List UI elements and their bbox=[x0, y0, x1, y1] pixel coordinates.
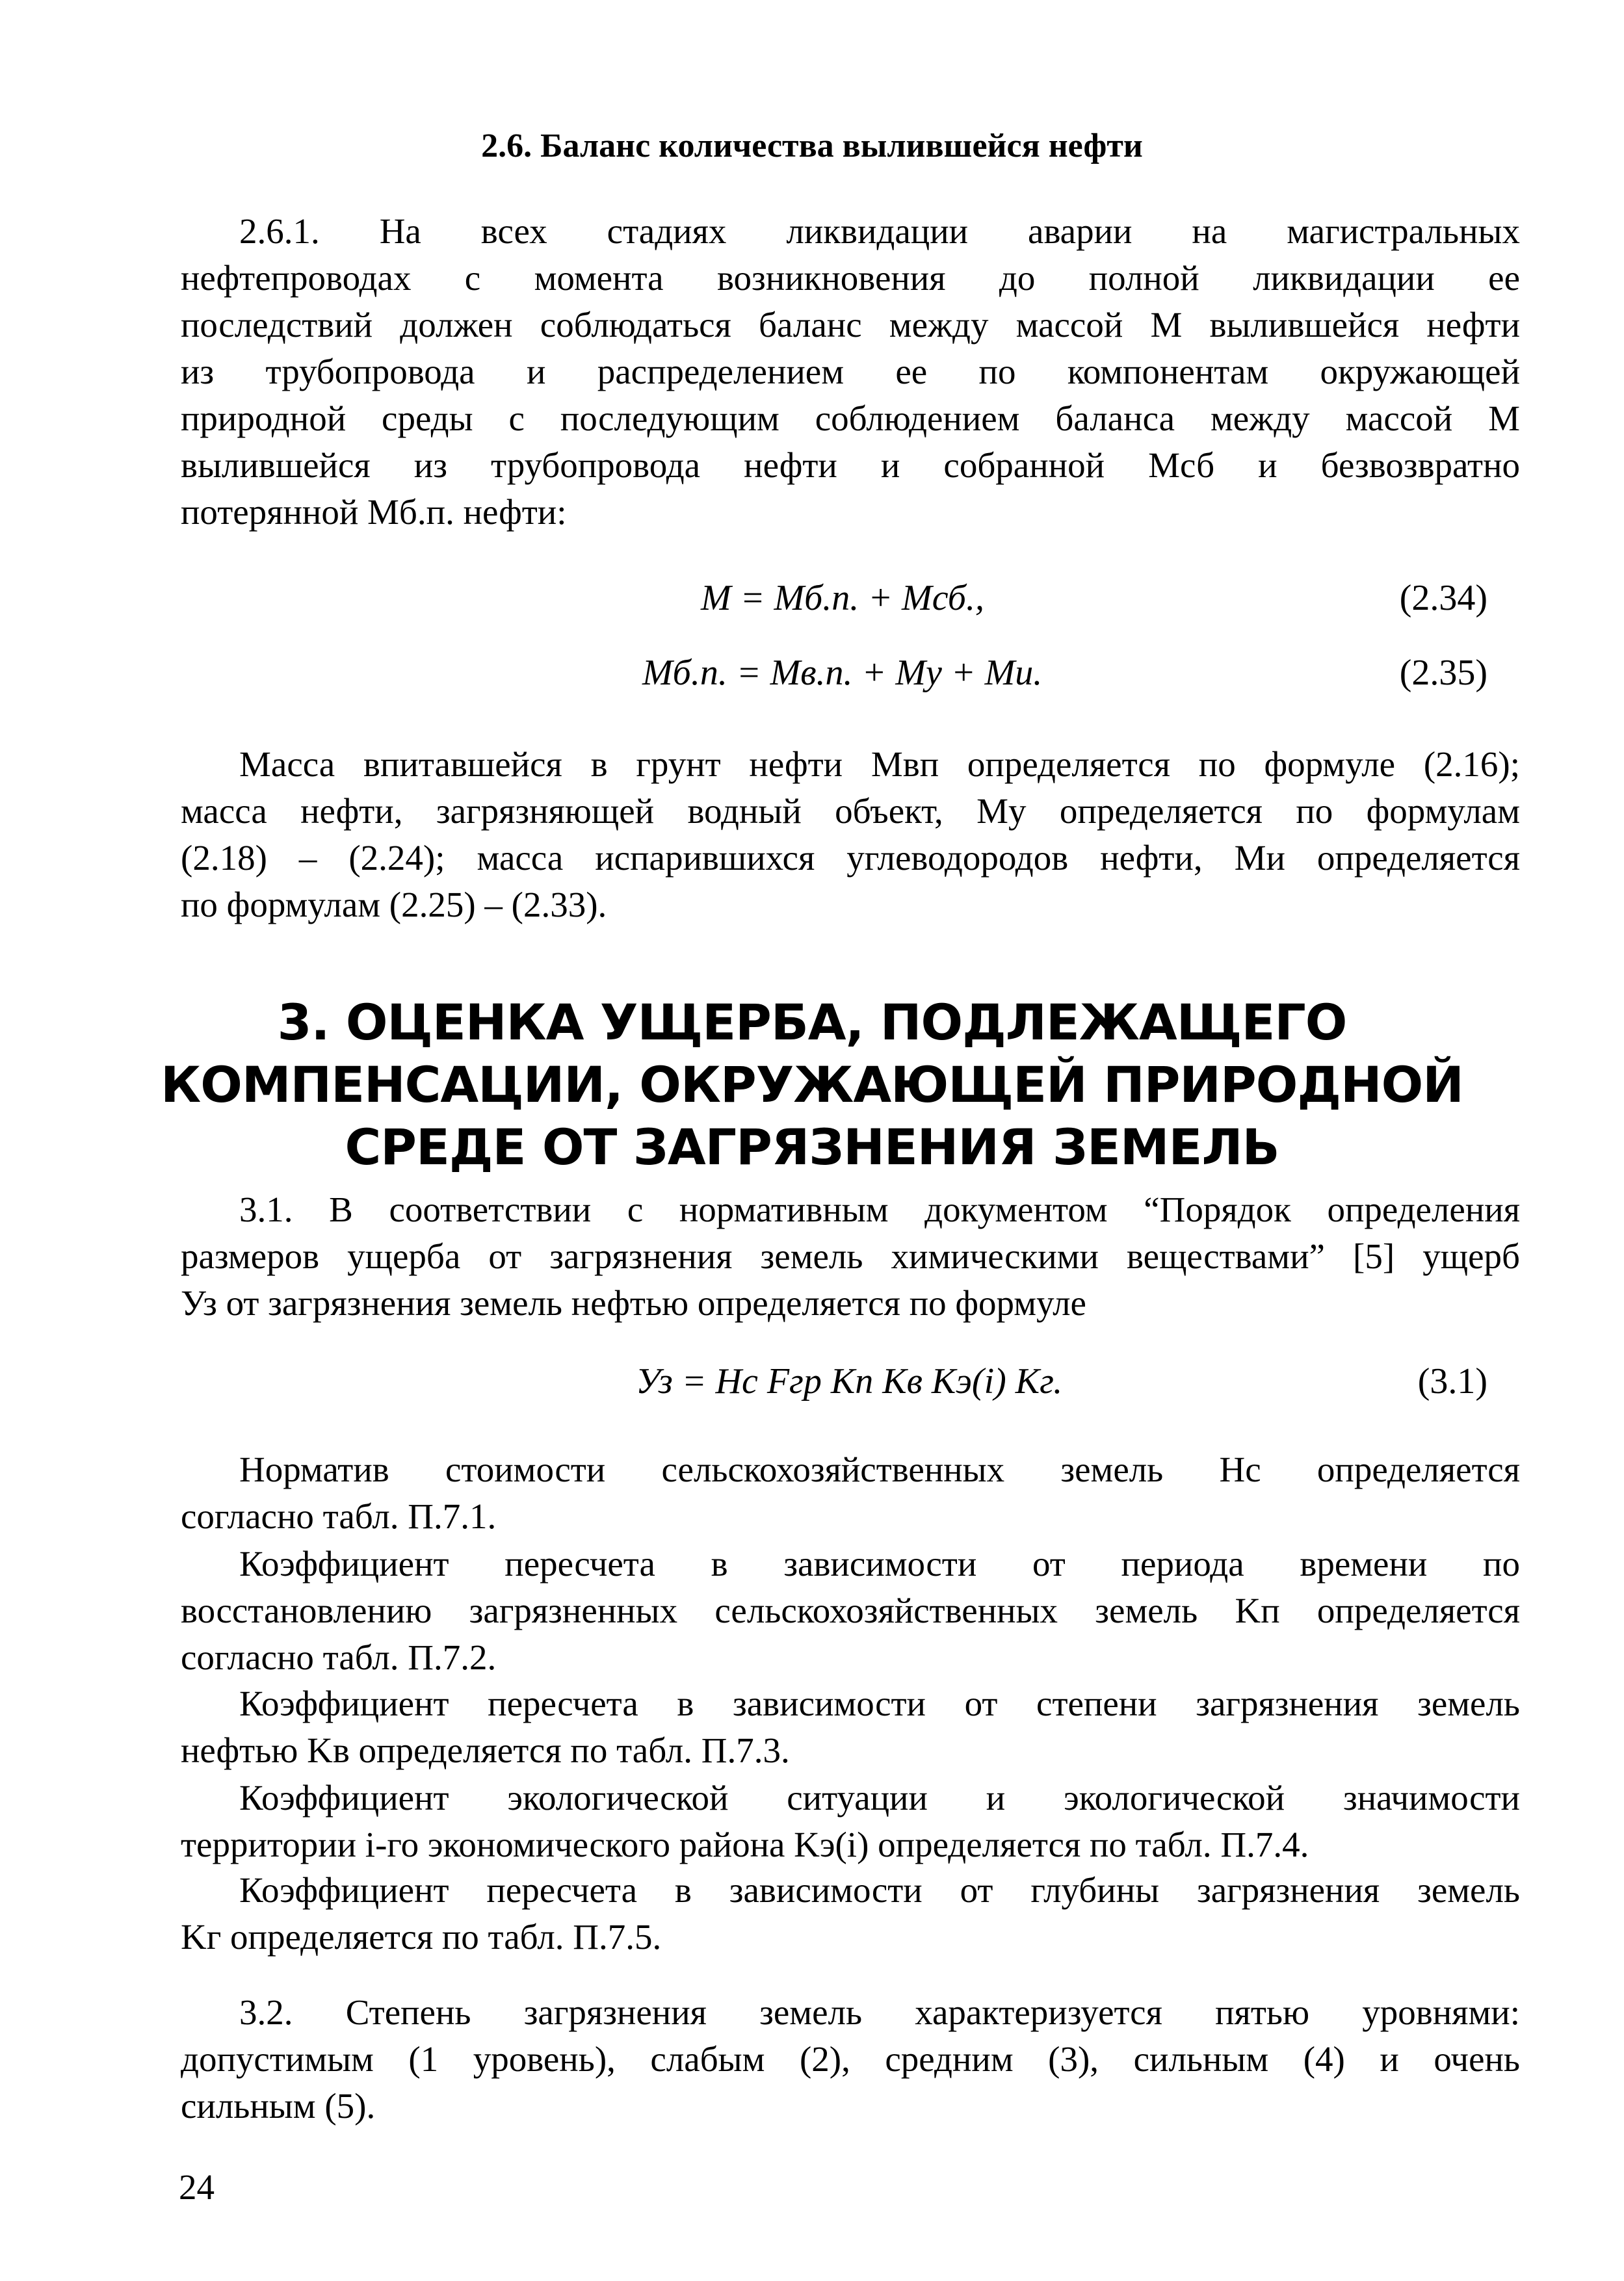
text-line: Масса впитавшейся в грунт нефти Mвп определяется по формуле (2.16); bbox=[239, 744, 1520, 784]
paragraph-norm bbox=[181, 1446, 1520, 1540]
text-line: восстановлению загрязненных сельскохозяйственных земель Kп определяется bbox=[181, 1591, 1520, 1630]
text-line: территории i-го экономического района Kэ(i) определяется по табл. П.7.4. bbox=[181, 1825, 1309, 1864]
text-line: Коэффициент экологической ситуации и экологической значимости bbox=[239, 1778, 1520, 1818]
section-title-line: КОМПЕНСАЦИИ, ОКРУЖАЮЩЕЙ ПРИРОДНОЙ bbox=[161, 1056, 1463, 1114]
text-line: (2.18) – (2.24); масса испарившихся углеводородов нефти, Mи определяется bbox=[181, 838, 1520, 878]
formula-expression: Mб.п. = Mв.п. + Mу + Mи. bbox=[642, 653, 1043, 693]
text-line: природной среды с последующим соблюдением баланса между массой M bbox=[181, 398, 1520, 438]
text-line: нефтепроводах с момента возникновения до полной ликвидации ее bbox=[181, 258, 1520, 298]
paragraph-3-2 bbox=[181, 1989, 1520, 2130]
formula-expression: Уз = Hс Fгр Kп Kв Kэ(i) Kг. bbox=[636, 1361, 1063, 1401]
paragraph-kg bbox=[181, 1867, 1520, 1961]
section-title-line: СРЕДЕ ОТ ЗАГРЯЗНЕНИЯ ЗЕМЕЛЬ bbox=[345, 1118, 1279, 1176]
formula-3-1 bbox=[181, 1355, 1520, 1407]
text-line: масса нефти, загрязняющей водный объект, Mу определяется по формулам bbox=[181, 791, 1520, 831]
text-line: Норматив стоимости сельскохозяйственных земель Hс определяется bbox=[239, 1450, 1520, 1489]
paragraph-3-1 bbox=[181, 1186, 1520, 1327]
equation-number: (2.34) bbox=[1399, 578, 1487, 618]
section-title bbox=[0, 991, 1624, 1179]
text-line: 3.1. В соответствии с нормативным документом “Порядок определения bbox=[239, 1190, 1520, 1229]
equation-number: (2.35) bbox=[1399, 653, 1487, 693]
formula-2-34 bbox=[181, 572, 1520, 624]
text-line: согласно табл. П.7.1. bbox=[181, 1496, 497, 1536]
equation-number: (3.1) bbox=[1417, 1361, 1487, 1401]
paragraph-kp bbox=[181, 1541, 1520, 1681]
text-line: последствий должен соблюдаться баланс между массой M вылившейся нефти bbox=[181, 305, 1520, 345]
text-line: сильным (5). bbox=[181, 2086, 376, 2126]
text-line: размеров ущерба от загрязнения земель химическими веществами” [5] ущерб bbox=[181, 1236, 1520, 1276]
text-line: нефтью Kв определяется по табл. П.7.3. bbox=[181, 1730, 790, 1770]
text-line: допустимым (1 уровень), слабым (2), средним (3), сильным (4) и очень bbox=[181, 2039, 1520, 2079]
paragraph-mass bbox=[181, 741, 1520, 928]
page-number: 24 bbox=[179, 2167, 215, 2207]
paragraph-kv bbox=[181, 1680, 1520, 1774]
text-line: по формулам (2.25) – (2.33). bbox=[181, 885, 607, 924]
text-line: Kг определяется по табл. П.7.5. bbox=[181, 1917, 662, 1957]
section-title-line: 3. ОЦЕНКА УЩЕРБА, ПОДЛЕЖАЩЕГО bbox=[277, 993, 1347, 1051]
text-line: 3.2. Степень загрязнения земель характеризуется пятью уровнями: bbox=[239, 1992, 1520, 2032]
text-line: вылившейся из трубопровода нефти и собранной Mсб и безвозвратно bbox=[181, 445, 1520, 485]
text-line: Коэффициент пересчета в зависимости от степени загрязнения земель bbox=[239, 1684, 1520, 1723]
text-line: Коэффициент пересчета в зависимости от периода времени по bbox=[239, 1544, 1520, 1584]
text-line: потерянной Mб.п. нефти: bbox=[181, 492, 567, 532]
paragraph-ke bbox=[181, 1775, 1520, 1868]
formula-expression: M = Mб.п. + Mсб., bbox=[701, 578, 984, 618]
subsection-heading: 2.6. Баланс количества вылившейся нефти bbox=[481, 127, 1143, 164]
text-line: из трубопровода и распределением ее по компонентам окружающей bbox=[181, 352, 1520, 391]
text-line: 2.6.1. На всех стадиях ликвидации аварии на магистральных bbox=[239, 211, 1520, 251]
paragraph-2-6-1 bbox=[181, 208, 1520, 536]
text-line: Коэффициент пересчета в зависимости от глубины загрязнения земель bbox=[239, 1870, 1520, 1910]
text-line: согласно табл. П.7.2. bbox=[181, 1637, 497, 1677]
text-line: Уз от загрязнения земель нефтью определяется по формуле bbox=[181, 1283, 1086, 1323]
formula-2-35 bbox=[181, 647, 1520, 699]
